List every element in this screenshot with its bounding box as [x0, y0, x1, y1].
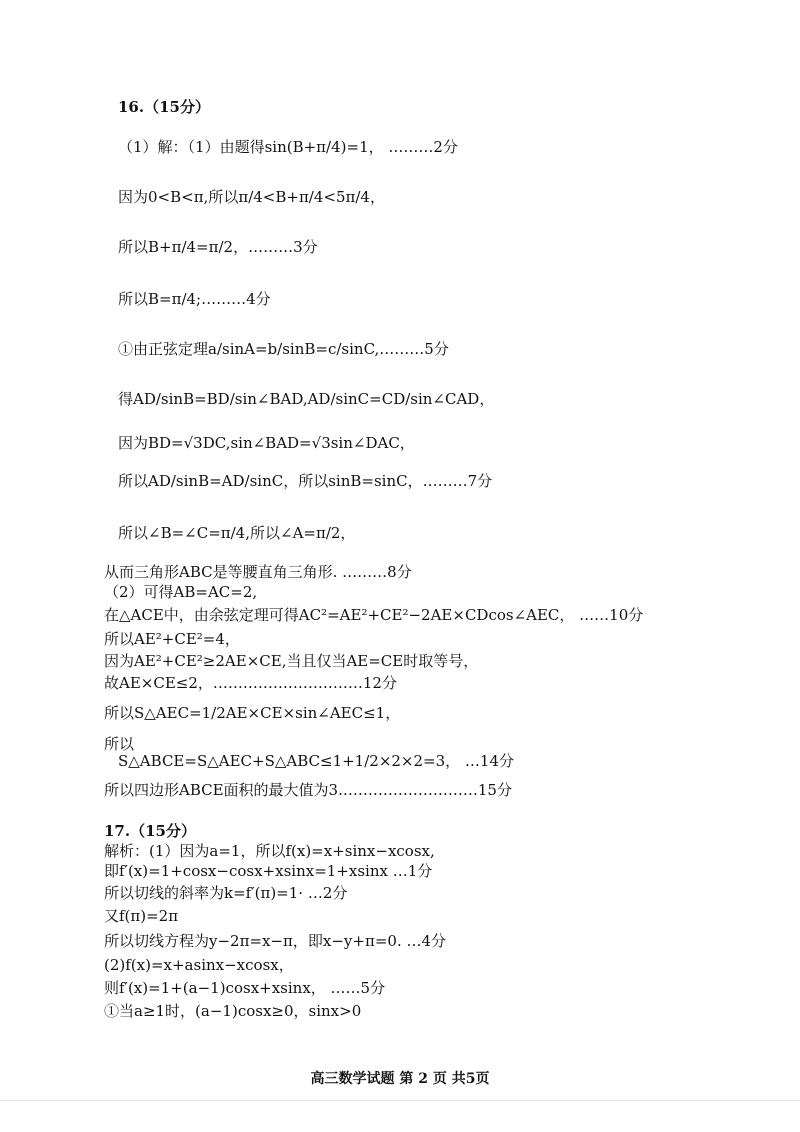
- solution-line: 所以S△AEC=1/2AE×CE×sin∠AEC≤1，: [104, 704, 401, 722]
- solution-line: 解析：(1）因为a=1，所以f(x)=x+sinx−xcosx,: [104, 842, 435, 860]
- solution-line: 得AD/sinB=BD/sin∠BAD,AD/sinC=CD/sin∠CAD，: [118, 390, 495, 408]
- solution-line: 所以B=π/4;………4分: [118, 290, 271, 308]
- solution-line: 所以: [104, 735, 135, 753]
- solution-line: （1）解：（1）由题得sin(B+π/4)=1， ………2分: [118, 138, 458, 156]
- solution-line: 故AE×CE≤2，…………………………12分: [104, 674, 397, 692]
- solution-line: 从而三角形ABC是等腰直角三角形. ………8分: [104, 563, 412, 581]
- solution-line: （2）可得AB=AC=2,: [104, 583, 258, 601]
- solution-line: 所以∠B=∠C=π/4,所以∠A=π/2，: [118, 524, 356, 542]
- page-divider: [0, 1100, 800, 1101]
- solution-line: 即f′(x)=1+cosx−cosx+xsinx=1+xsinx …1分: [104, 862, 433, 880]
- q16-heading: 16.（15分）: [118, 98, 210, 116]
- solution-line: 因为BD=√3DC,sin∠BAD=√3sin∠DAC，: [118, 434, 415, 452]
- solution-line: ①当a≥1时，(a−1)cosx≥0，sinx>0: [104, 1002, 362, 1020]
- solution-line: ①由正弦定理a/sinA=b/sinB=c/sinC,………5分: [118, 340, 449, 358]
- solution-line: 又f(π)=2π: [104, 907, 179, 925]
- solution-line: 因为0<B<π,所以π/4<B+π/4<5π/4，: [118, 188, 385, 206]
- solution-line: 则f′(x)=1+(a−1)cosx+xsinx， ……5分: [104, 979, 386, 997]
- solution-line: 所以AE²+CE²=4，: [104, 630, 240, 648]
- page-footer: 高三数学试题 第 2 页 共5页: [310, 1071, 490, 1087]
- solution-line: S△ABCE=S△AEC+S△ABC≤1+1/2×2×2=3， …14分: [118, 752, 515, 770]
- q17-heading: 17.（15分）: [104, 822, 196, 840]
- solution-line: (2)f(x)=x+asinx−xcosx，: [104, 956, 294, 974]
- solution-line: 因为AE²+CE²≥2AE×CE,当且仅当AE=CE时取等号，: [104, 652, 479, 670]
- solution-line: 所以B+π/4=π/2，………3分: [118, 238, 318, 256]
- solution-line: 所以AD/sinB=AD/sinC，所以sinB=sinC，………7分: [118, 472, 493, 490]
- solution-line: 所以四边形ABCE面积的最大值为3.………………………15分: [104, 781, 512, 799]
- solution-line: 所以切线的斜率为k=f′(π)=1· …2分: [104, 884, 348, 902]
- solution-line: 所以切线方程为y−2π=x−π，即x−y+π=0. …4分: [104, 932, 447, 950]
- solution-line: 在△ACE中，由余弦定理可得AC²=AE²+CE²−2AE×CDcos∠AEC， ……10分: [104, 606, 644, 624]
